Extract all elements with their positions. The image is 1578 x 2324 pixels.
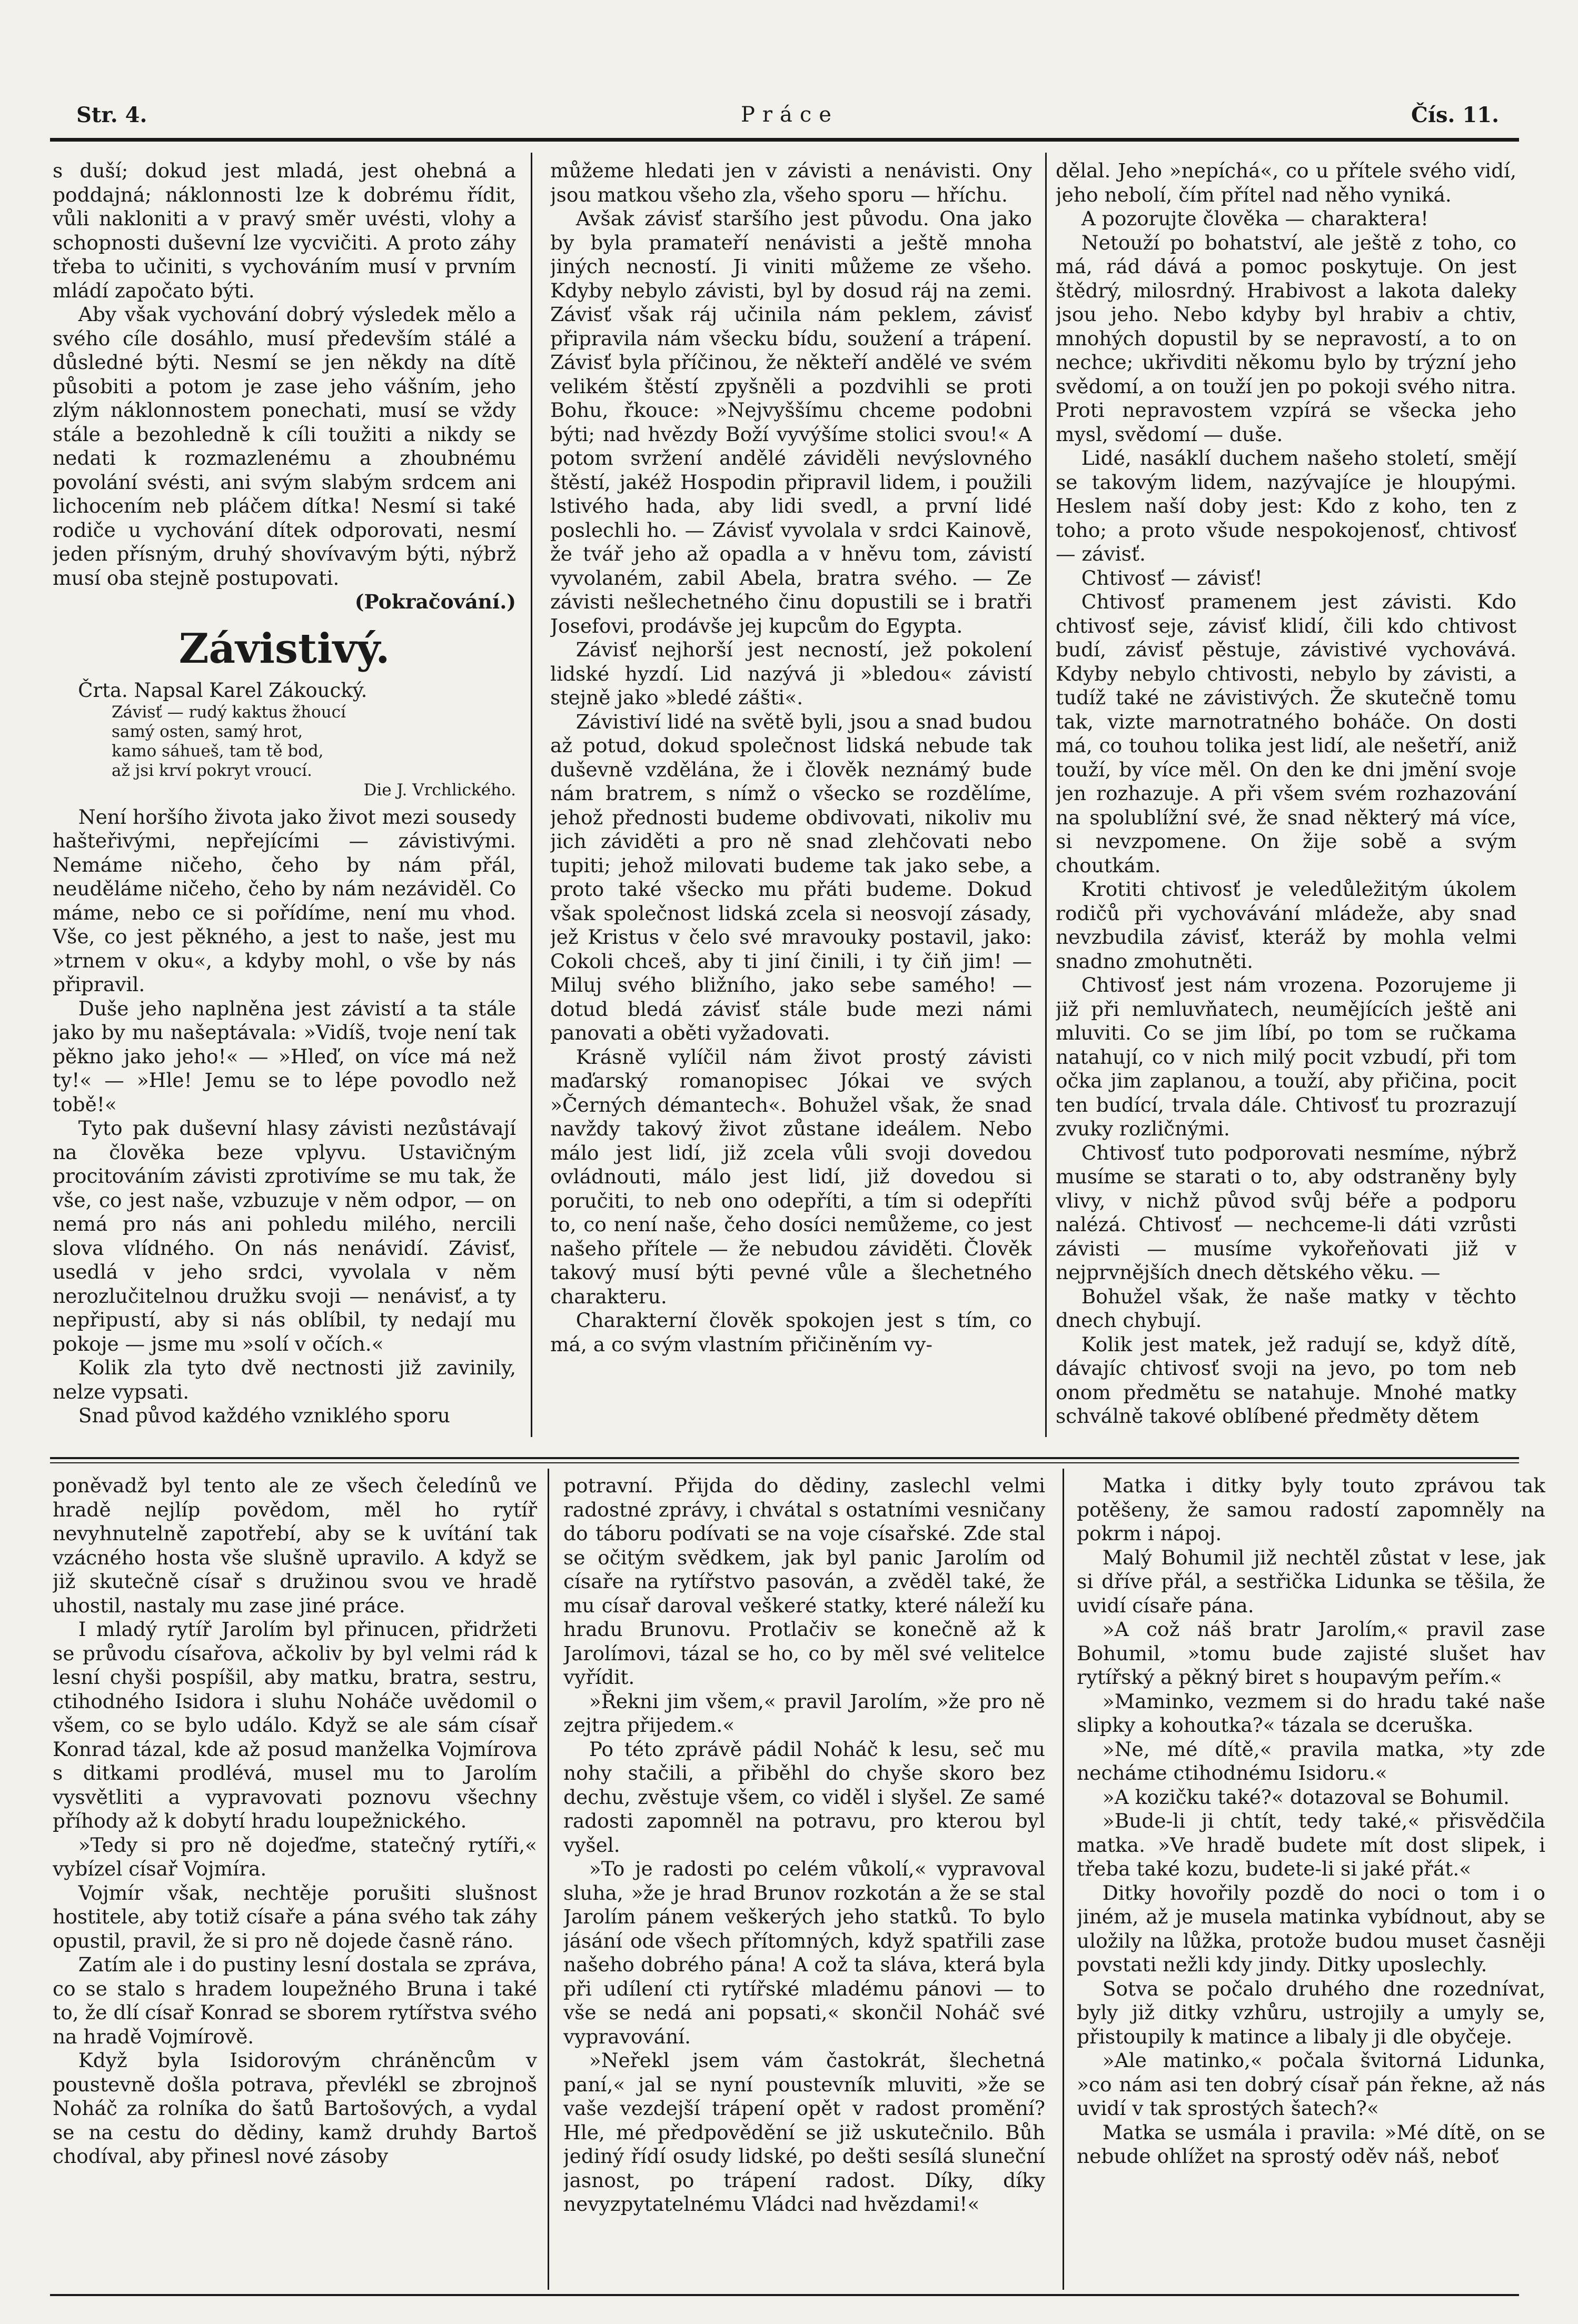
- paragraph: Chtivosť pramenem jest závisti. Kdo chtivosť seje, závisť klidí, čili kdo chtivost budí, závisť pěstuje, závistivé vychovává. Kdyby nebylo chtivosti, nebylo by závisti, a tudíž také ne závistivých. Že skutečně tomu tak, vizte marnotratného boháče. On dosti má, co touhou tolika jest lidí, ale nešetří, aniž touží, by více měl. On den ke dni jmění svoje jen rozhazuje. A při všem svém rozhazování na spolublížní své, že snad některý má více, si nevzpomene. On žije sobě a svým choutkám.: [1056, 590, 1516, 877]
- paragraph: »A což náš bratr Jarolím,« pravil zase Bohumil, »tomu bude zajisté slušet hav rytířský a pěkný biret s houpavým peřím.«: [1077, 1618, 1545, 1689]
- paragraph: Avšak závisť staršího jest původu. Ona jako by byla pramateří nenávisti a ještě mnoha jiných necností. Ji viniti můžeme ze všeho. Kdyby nebylo závisti, byl by dosud ráj na zemi. Závisť však ráj učinila nám peklem, závisť připravila nám všecku bídu, soužení a trápení. Závisť byla příčinou, že někteří andělé ve svém velikém štěstí zpyšněli a pozdvihli se proti Bohu, řkouce: »Nejvyššímu chceme podobni býti; nad hvězdy Boží vyvýšíme stolici svou!« A potom svržení andělé záviděli nevýslovného štěstí, jakéž Hospodin připravil lidem, i použili lstivého hada, aby lidi svedl, a první lidé poslechli ho. — Závisť vyvolala v srdci Kainově, že tvář jeho až opadla a v hněvu tom, závistí vyvolaném, zabil Abela, bratra svého. — Ze závisti nešlechetného činu dopustili se i bratři Josefovi, prodávše jej kupcům do Egypta.: [550, 207, 1032, 637]
- column-divider: [548, 1469, 549, 2290]
- footer-rule: [50, 2294, 1519, 2296]
- paragraph: Kolik jest matek, jež radují se, když dítě, dávajíc chtivosť svoji na jevo, po tom neb onom předmětu se natahuje. Mnohé matky schválně takové oblíbené předměty dětem: [1056, 1332, 1516, 1428]
- paragraph: Snad původ každého vzniklého sporu: [78, 1404, 450, 1427]
- paragraph: Krásně vylíčil nám život prostý závisti maďarský romanopisec Jókai ve svých »Černých démantech«. Bohužel však, že snad navždy takový život zůstane ideálem. Nebo málo jest lidí, již zcela vůli svoji dovedou ovládnouti, málo jest lidí, již dovedou si poručiti, to neb ono odepříti, a tím si odepříti to, co není naše, čeho dosíci nemůžeme, co jest našeho přítele — že nebudou záviděti. Člověk takový musí býti pevné vůle a šlechetného charakteru.: [550, 1045, 1032, 1308]
- paragraph: Duše jeho naplněna jest závistí a ta stále jako by mu našeptávala: »Vidíš, tvoje není tak pěkno jako jeho!« — »Hleď, on více má než ty!« — »Hle! Jemu se to lépe povodlo než tobě!«: [53, 996, 516, 1116]
- feuilleton-rule: [50, 1457, 1519, 1459]
- paragraph: Krotiti chtivosť je veledůležitým úkolem rodičů při vychovávání mládeže, aby snad nevzbudila závisť, kteráž by mohla velmi snadno zmohutněti.: [1056, 877, 1516, 973]
- paragraph: »Ne, mé dítě,« pravila matka, »ty zde necháme ctihodnému Isidoru.«: [1077, 1737, 1545, 1784]
- feuilleton-column-3: [1077, 1474, 1545, 2290]
- paragraph: »Řekni jim všem,« pravil Jarolím, »že pro ně zejtra přijedem.«: [563, 1689, 1045, 1737]
- motto-line: kamo sáhueš, tam tě bod,: [112, 741, 324, 761]
- newspaper-title: Práce: [741, 103, 839, 127]
- story-title: Závistivý.: [178, 624, 390, 673]
- paragraph: Malý Bohumil již nechtěl zůstat v lese, jak si dříve přál, a sestřička Lidunka se těšila, že uvidí císaře pána.: [1077, 1545, 1545, 1617]
- paragraph: s duší; dokud jest mladá, jest ohebná a poddajná; náklonnosti lze k dobrému řídit, vůli nakloniti a v pravý směr uvésti, vlohy a schopnosti duševní lze vycvičiti. A proto záhy třeba to učiniti, s vychováním musí v prvním mládí započato býti.: [53, 159, 516, 302]
- header-rule: [50, 138, 1519, 142]
- paragraph: Tyto pak duševní hlasy závisti nezůstávají na člověka beze vplyvu. Ustavičným procitováním závisti zprotivíme se mu tak, že vše, co jest naše, vzbuzuje v něm odpor, — on nemá pro nás ani pohledu milého, nercili slova vlídného. On nás nenávidí. Závisť, usedlá v jeho srdci, vyvolala v něm nerozlučitelnou družku svoji — nenávisť, a ty nepřipustí, aby si nás oblíbil, ty nedají mu pokoje — jsme mu »solí v očích.«: [53, 1116, 516, 1355]
- column-divider: [531, 153, 532, 1437]
- paragraph: Matka i ditky byly touto zprávou tak potěšeny, že samou radostí zapomněly na pokrm i nápoj.: [1077, 1474, 1545, 1545]
- motto-line: až jsi krví pokryt vroucí.: [112, 761, 312, 780]
- story-subtitle: Črta. Napsal Karel Zákoucký.: [78, 679, 368, 702]
- feuilleton-column-1: [53, 1474, 537, 2290]
- paragraph: Zatím ale i do pustiny lesní dostala se zpráva, co se stalo s hradem loupežného Bruna i také to, že dlí císař Konrad se sborem rytířstva svého na hradě Vojmírově.: [53, 1953, 537, 2048]
- paragraph: Sotva se počalo druhého dne rozednívat, byly již ditky vzhůru, ustrojily a umyly se, přistoupily k matince a libaly ji dle obyčeje.: [1077, 1977, 1545, 2048]
- paragraph: »To je radosti po celém vůkolí,« vypravoval sluha, »že je hrad Brunov rozkotán a že se stal Jarolím pánem veškerých jeho statků. To bylo jásání ode všech přítomných, když spatřili zase našeho dobrého pána! A což ta sláva, která byla při udílení cti rytířské mladému pánovi — to vše se nedá ani popsati,« skončil Noháč své vypravování.: [563, 1857, 1045, 2048]
- article-column-3: [1056, 159, 1516, 1443]
- paragraph: můžeme hledati jen v závisti a nenávisti. Ony jsou matkou všeho zla, všeho sporu — hříchu.: [550, 159, 1032, 206]
- paragraph: Bohužel však, že naše matky v těchto dnech chybují.: [1056, 1284, 1516, 1332]
- column-divider: [1045, 153, 1047, 1437]
- feuilleton-rule: [50, 1462, 1519, 1463]
- motto-author: Die J. Vrchlického.: [363, 780, 516, 800]
- paragraph: Chtivosť — závisť!: [1081, 566, 1263, 590]
- motto-line: Závisť — rudý kaktus žhoucí: [112, 702, 346, 722]
- paragraph: potravní. Přijda do dědiny, zaslechl velmi radostné zprávy, i chvátal s ostatními vesničany do táboru podívati se na voje císařské. Zde stal se očitým svědkem, jak byl panic Jarolím od císaře na rytířstvo pasován, a zvěděl také, že mu císař daroval veškeré statky, které náleží ku hradu Brunovu. Protlačiv se konečně až k Jarolímovi, tázal se ho, co by měl své velitelce vyřídit.: [563, 1474, 1045, 1689]
- continuation-note: (Pokračování.): [354, 590, 516, 613]
- paragraph: Kolik zla tyto dvě nectnosti již zavinily, nelze vypsati.: [53, 1356, 516, 1403]
- paragraph: Charakterní člověk spokojen jest s tím, co má, a co svým vlastním přičiněním vy-: [550, 1309, 1032, 1356]
- paragraph: Netouží po bohatství, ale ještě z toho, co má, rád dává a pomoc poskytuje. On jest štědrý, milosrdný. Hrabivost a lakota daleky jsou jeho. Nebo kdyby byl hrabiv a chtiv, mnohých dopustil by se nepravostí, a to on nechce; ukřivditi někomu bylo by trýzní jeho svědomí, a on touží jen po pokoji svého nitra. Proti nepravostem vzpírá se všecka jeho mysl, svědomí — duše.: [1056, 231, 1516, 446]
- article-column-1: [53, 159, 516, 1443]
- paragraph: »Ale matinko,« počala švitorná Lidunka, »co nám asi ten dobrý císař pán řekne, až nás uvidí v tak sprostých šatech?«: [1077, 2049, 1545, 2120]
- paragraph: »A kozičku také?« dotazoval se Bohumil.: [1102, 1785, 1510, 1809]
- paragraph: Závistiví lidé na světě byli, jsou a snad budou až potud, dokud společnost lidská nebude tak duševně vzdělána, že i člověk neznámý bude nám bratrem, s nímž o všecko se rozdělíme, jehož přednosti budeme obdivovati, nikoliv mu jich záviděti a pro ně snad zlehčovati nebo tupiti; jehož milovati budeme tak jako sebe, a proto také všecko mu přáti budeme. Dokud však společnost lidská zcela si neosvojí zásady, jež Kristus v čelo své mravouky postavil, jako: Cokoli chceš, aby ti jiní činili, i ty čiň jim! — Miluj svého bližního, jako sebe samého! — dotud bledá závisť stále bude mezi námi panovati a oběti vyžadovati.: [550, 710, 1032, 1044]
- paragraph: Závisť nejhorší jest necností, jež pokolení lidské hyzdí. Lid nazývá ji »bledou« závistí stejně jako »bledé zášti«.: [550, 638, 1032, 709]
- column-divider: [1063, 1469, 1064, 2290]
- paragraph: Chtivosť jest nám vrozena. Pozorujeme ji již při nemluvňatech, neumějících ještě ani mluviti. Co se jim líbí, po tom se ručkama natahují, co v nich milý pocit vzbudí, při tom očka jim zaplanou, a touží, aby přičina, pocit ten budící, trvala dále. Chtivosť tu prozrazují zvuky rozličnými.: [1056, 973, 1516, 1140]
- paragraph: Lidé, nasáklí duchem našeho století, smějí se takovým lidem, nazývajíce je hloupými. Heslem naší doby jest: Kdo z koho, ten z toho; a proto všude nespokojenosť, chtivosť — závisť.: [1056, 446, 1516, 565]
- paragraph: Vojmír však, nechtěje porušiti slušnost hostitele, aby totiž císaře a pána svého tak záhy opustil, pravil, že si pro ně dojede časně ráno.: [53, 1881, 537, 1952]
- feuilleton-column-2: [563, 1474, 1045, 2290]
- paragraph: A pozorujte člověka — charaktera!: [1081, 207, 1429, 230]
- paragraph: poněvadž byl tento ale ze všech čeledínů ve hradě nejlíp povědom, měl ho rytíř nevyhnutelně zapotřebí, aby se k uvítání tak vzácného hosta vše slušně upravilo. A když se již skutečně císař s družinou svou ve hradě uhostil, nastaly mu zase jiné práce.: [53, 1474, 537, 1617]
- paragraph: Chtivosť tuto podporovati nesmíme, nýbrž musíme se starati o to, aby odstraněny byly vlivy, v nichž původ svůj béře a podporu nalézá. Chtivosť — nechceme-li dáti vzrůsti závisti — musíme vykořeňovati již v nejprvnějších dnech dětského věku. —: [1056, 1141, 1516, 1284]
- paragraph: Když byla Isidorovým chráněncům v poustevně došla potrava, převlékl se zbrojnoš Noháč za rolníka do šatů Bartošových, a vydal se na cestu do dědiny, kamž druhdy Bartoš chodíval, aby přinesl nové zásoby: [53, 2049, 537, 2168]
- paragraph: »Tedy si pro ně dojeďme, statečný rytíři,« vybízel císař Vojmíra.: [53, 1833, 537, 1880]
- motto-line: samý osten, samý hrot,: [112, 722, 303, 741]
- paragraph: Matka se usmála i pravila: »Mé dítě, on se nebude ohlížet na sprostý oděv náš, neboť: [1077, 2120, 1545, 2168]
- paragraph: Po této zprávě pádil Noháč k lesu, seč mu nohy stačili, a přiběhl do chyše skoro bez dechu, zvěstuje všem, co viděl i slyšel. Ze samé radosti zapomněl na potravu, pro kterou byl vyšel.: [563, 1737, 1045, 1857]
- page-number: Str. 4.: [76, 103, 147, 127]
- paragraph: I mladý rytíř Jarolím byl přinucen, přidržeti se průvodu císařova, ačkoliv by byl velmi rád k lesní chyši pospíšil, aby matku, bratra, sestru, ctihodného Isidora i sluhu Noháče uvědomil o všem, co se bylo událo. Když se ale sám císař Konrad tázal, kde až posud manželka Vojmírova s ditkami prodlévá, musel mu to Jarolím vysvětliti a vypravovati poznovu všechny příhody až k dobytí hradu loupežnického.: [53, 1618, 537, 1832]
- issue-number: Čís. 11.: [1411, 103, 1499, 127]
- paragraph: dělal. Jeho »nepíchá«, co u přítele svého vidí, jeho nebolí, čím přítel nad něho vyniká.: [1056, 159, 1516, 206]
- paragraph: »Bude-li ji chtít, tedy také,« přisvědčila matka. »Ve hradě budete mít dost slipek, i třeba také kozu, budete-li si jaké přát.«: [1077, 1809, 1545, 1880]
- paragraph: Aby však vychování dobrý výsledek mělo a svého cíle dosáhlo, musí především stálé a důsledné býti. Nesmí se jen někdy na dítě působiti a potom je zase jeho vášním, jeho zlým náklonnostem ponechati, musí se vždy stále a bezohledně k cíli toužiti a nikdy se nedati k rozmazlenému a zhoubnému povolání svésti, ani svým slabým srdcem ani lichocením neb pláčem dítka! Nesmí si také rodiče u vychování dítek odporovati, nesmí jeden přísným, druhý shovívavým býti, nýbrž musí oba stejně postupovati.: [53, 303, 516, 590]
- paragraph: »Neřekl jsem vám častokrát, šlechetná paní,« jal se nyní poustevník mluviti, »že se vaše vezdejší trápení opět v radost promění? Hle, mé předpovědění se již uskutečnilo. Bůh jediný řídí osudy lidské, po dešti sesílá sluneční jasnost, po trápení radost. Díky, díky nevyzpytatelnému Vládci nad hvězdami!«: [563, 2049, 1045, 2216]
- paragraph: »Maminko, vezmem si do hradu také naše slipky a kohoutka?« tázala se dceruška.: [1077, 1689, 1545, 1737]
- article-column-2: [550, 159, 1032, 1443]
- paragraph: Ditky hovořily pozdě do noci o tom i o jiném, až je musela matinka vybídnout, aby se uložily na lůžka, protože budou muset časněji povstati nežli kdy jindy. Ditky uposlechly.: [1077, 1881, 1545, 1976]
- paragraph: Není horšího života jako život mezi sousedy hašteřivými, nepřejícími — závistivými. Nemáme ničeho, čeho by nám přál, neuděláme ničeho, čeho by nám nezáviděl. Co máme, nebo ce si pořídíme, není mu vhod. Vše, co jest pěkného, a jest to naše, jest mu »trnem v oku«, a kdyby mohl, o vše by nás připravil.: [53, 805, 516, 996]
